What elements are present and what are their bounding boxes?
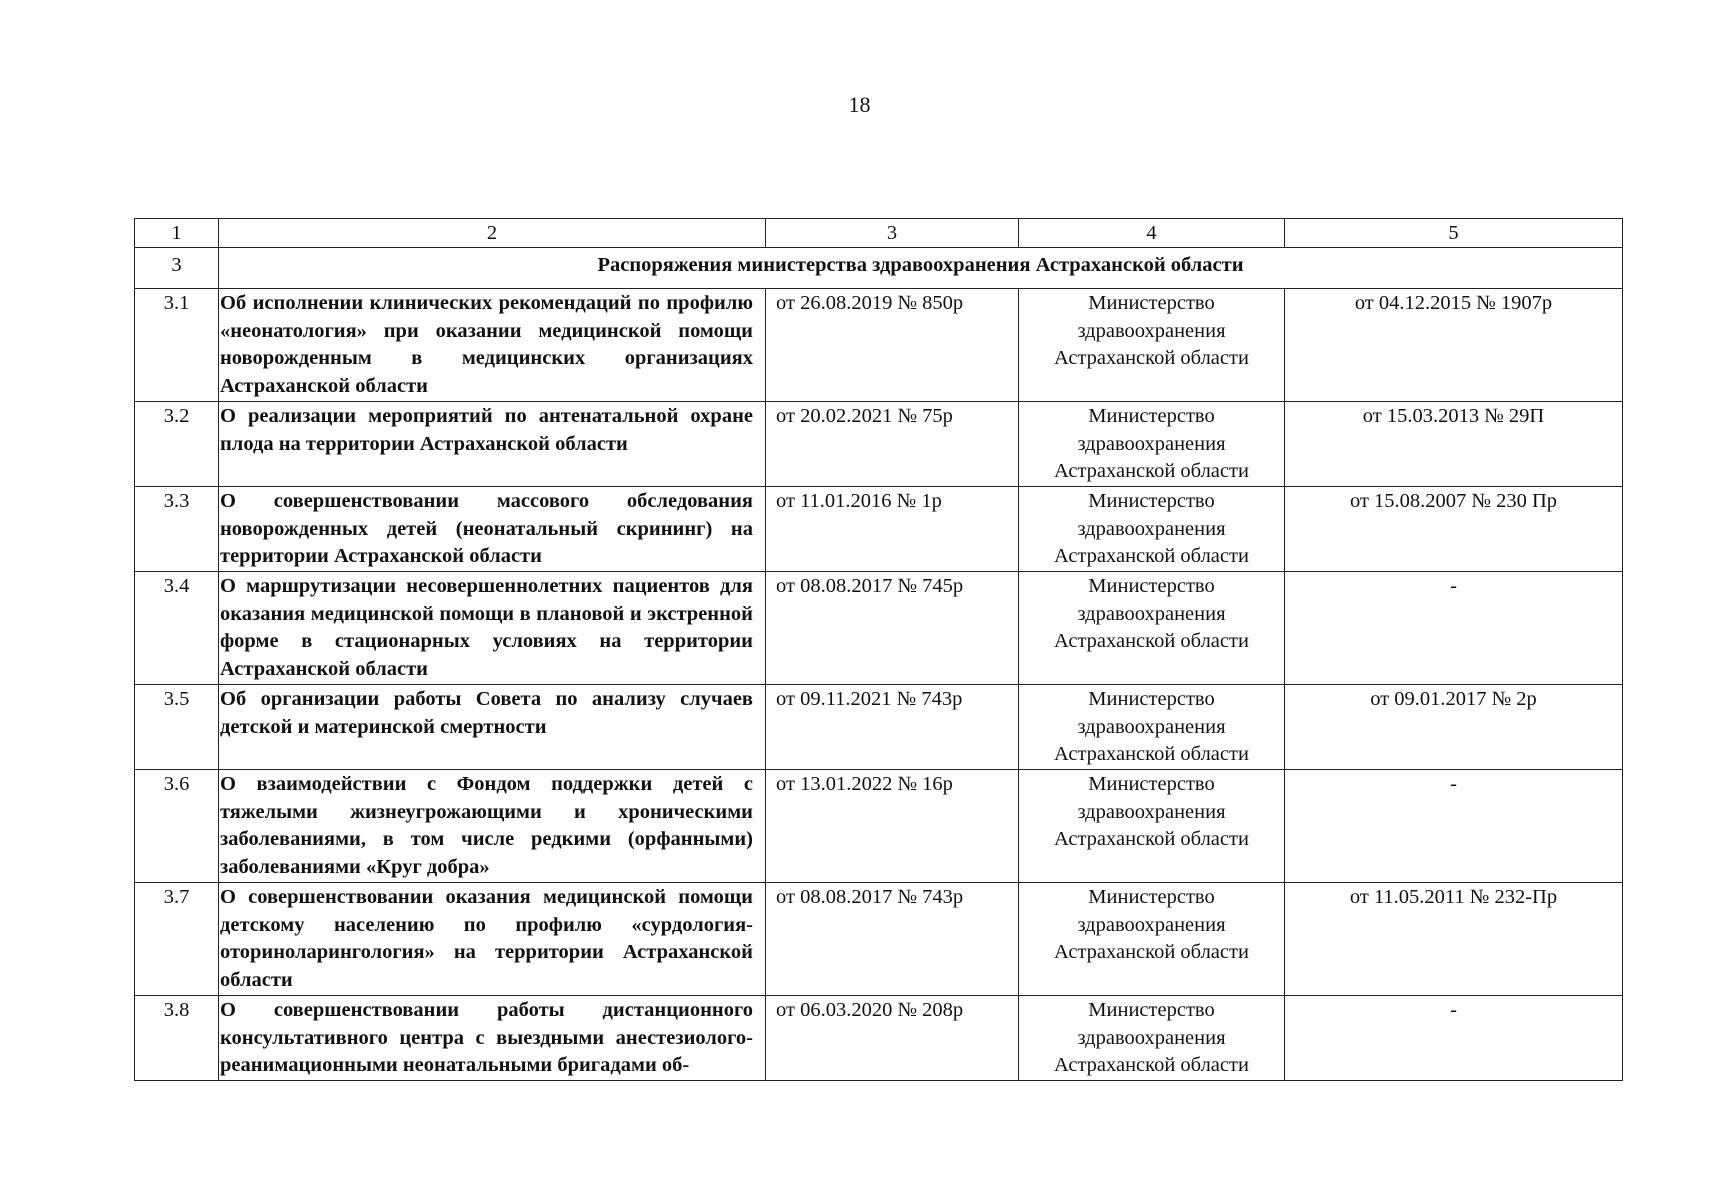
table-row (135, 770, 1623, 883)
section-title: Распоряжения министерства здравоохранения Астраханской области (219, 248, 1623, 289)
row-description: О маршрутизации несовершеннолетних пациентов для оказания медицинской помощи в плановой и экстренной форме в стационарных условиях на территории Астраханской области (219, 572, 766, 685)
table-row (135, 402, 1623, 487)
column-number-row (135, 219, 1623, 248)
column-number: 4 (1019, 219, 1285, 248)
row-previous-document: - (1285, 996, 1623, 1081)
row-organization: Министерство здравоохранения Астраханской области (1019, 685, 1285, 770)
row-date: от 08.08.2017 № 743р (766, 883, 1019, 996)
row-previous-document: от 11.05.2011 № 232-Пр (1285, 883, 1623, 996)
row-date: от 20.02.2021 № 75р (766, 402, 1019, 487)
row-organization: Министерство здравоохранения Астраханской области (1019, 289, 1285, 402)
row-date: от 08.08.2017 № 745р (766, 572, 1019, 685)
row-number: 3.5 (135, 685, 219, 770)
row-previous-document: от 09.01.2017 № 2р (1285, 685, 1623, 770)
row-organization: Министерство здравоохранения Астраханской области (1019, 770, 1285, 883)
row-description: О совершенствовании работы дистанционного консультативного центра с выездными анестезиолого-реанимационными неонатальными бригадами об- (219, 996, 766, 1081)
column-number: 1 (135, 219, 219, 248)
row-previous-document: от 04.12.2015 № 1907р (1285, 289, 1623, 402)
page-number: 18 (848, 92, 871, 117)
table-row (135, 883, 1623, 996)
regulations-table (134, 218, 1623, 1081)
row-number: 3.4 (135, 572, 219, 685)
row-number: 3.7 (135, 883, 219, 996)
row-previous-document: от 15.03.2013 № 29П (1285, 402, 1623, 487)
row-previous-document: - (1285, 770, 1623, 883)
row-date: от 06.03.2020 № 208р (766, 996, 1019, 1081)
row-organization: Министерство здравоохранения Астраханской области (1019, 883, 1285, 996)
row-description: Об исполнении клинических рекомендаций по профилю «неонатология» при оказании медицинской помощи новорожденным в медицинских организациях Астраханской области (219, 289, 766, 402)
row-date: от 13.01.2022 № 16р (766, 770, 1019, 883)
row-description: Об организации работы Совета по анализу случаев детской и материнской смертности (219, 685, 766, 770)
row-date: от 26.08.2019 № 850р (766, 289, 1019, 402)
row-number: 3.8 (135, 996, 219, 1081)
row-date: от 11.01.2016 № 1р (766, 487, 1019, 572)
row-organization: Министерство здравоохранения Астраханской области (1019, 487, 1285, 572)
row-number: 3.2 (135, 402, 219, 487)
row-number: 3.6 (135, 770, 219, 883)
table-row (135, 289, 1623, 402)
table-row (135, 996, 1623, 1081)
column-number: 5 (1285, 219, 1623, 248)
row-description: О взаимодействии с Фондом поддержки детей с тяжелыми жизнеугрожающими и хроническими заболеваниями, в том числе редкими (орфанными) заболеваниями «Круг добра» (219, 770, 766, 883)
column-number: 3 (766, 219, 1019, 248)
row-description: О реализации мероприятий по антенатальной охране плода на территории Астраханской области (219, 402, 766, 487)
section-row (135, 248, 1623, 289)
table-row (135, 572, 1623, 685)
row-organization: Министерство здравоохранения Астраханской области (1019, 996, 1285, 1081)
table-row (135, 685, 1623, 770)
row-description: О совершенствовании массового обследования новорожденных детей (неонатальный скрининг) на территории Астраханской области (219, 487, 766, 572)
table-row (135, 487, 1623, 572)
row-date: от 09.11.2021 № 743р (766, 685, 1019, 770)
row-previous-document: от 15.08.2007 № 230 Пр (1285, 487, 1623, 572)
row-description: О совершенствовании оказания медицинской помощи детскому населению по профилю «сурдология-оториноларингология» на территории Астраханской области (219, 883, 766, 996)
row-number: 3.3 (135, 487, 219, 572)
column-number: 2 (219, 219, 766, 248)
row-number: 3.1 (135, 289, 219, 402)
row-organization: Министерство здравоохранения Астраханской области (1019, 572, 1285, 685)
row-organization: Министерство здравоохранения Астраханской области (1019, 402, 1285, 487)
section-number: 3 (135, 248, 219, 289)
row-previous-document: - (1285, 572, 1623, 685)
